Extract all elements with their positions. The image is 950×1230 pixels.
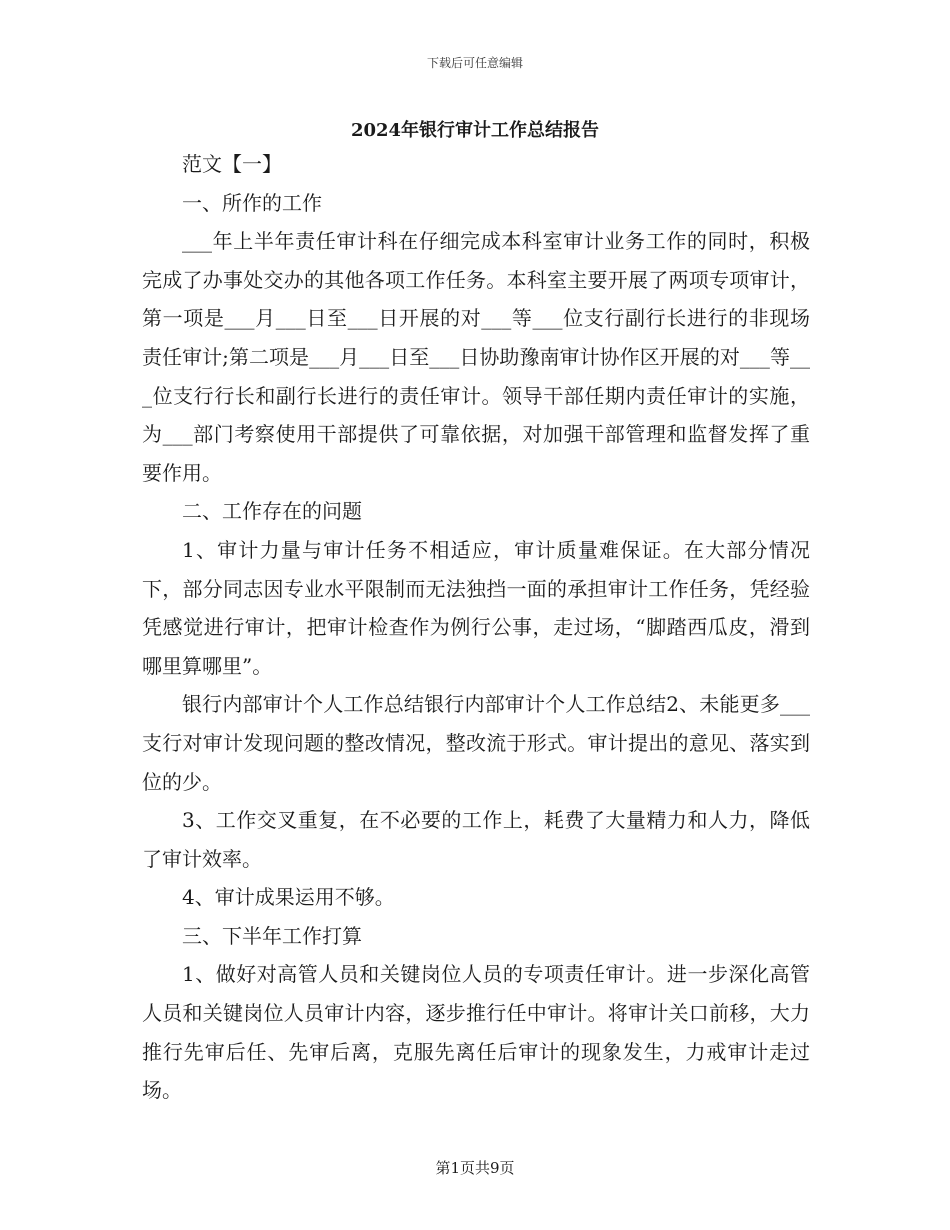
paragraph-section-3-heading: 三、下半年工作打算 [182,923,362,948]
paragraph-plan-1: 1、做好对高管人员和关键岗位人员的专项责任审计。进一步深化高管人员和关键岗位人员审计内容，逐步推行任中审计。将审计关口前移，大力推行先审后任、先审后离，克服先离任后审计的现象发生，力戒审计走过场。 [142,962,810,1103]
document-body [142,145,810,1110]
page-header: 下载后可任意编辑 [426,56,523,70]
paragraph-work-done: ___年上半年责任审计科在仔细完成本科室审计业务工作的同时，积极完成了办事处交办的其他各项工作任务。本科室主要开展了两项专项审计，第一项是___月___日至___日开展的对___等___位支行副行长进行的非现场责任审计;第二项是___月___日至___日协助豫南审计协作区开展的对___等___位支行行长和副行长进行的责任审计。领导干部任期内责任审计的实施，为___部门考察使用干部提供了可靠依据，对加强干部管理和监督发挥了重要作用。 [142,229,810,485]
paragraph-sample-heading: 范文【一】 [182,152,282,176]
paragraph-section-1-heading: 一、所作的工作 [182,190,322,215]
paragraph-problem-3: 3、工作交叉重复，在不必要的工作上，耗费了大量精力和人力，降低了审计效率。 [142,808,810,871]
paragraph-problem-2: 银行内部审计个人工作总结银行内部审计个人工作总结2、未能更多___支行对审计发现问题的整改情况，整改流于形式。审计提出的意见、落实到位的少。 [142,692,810,794]
page-footer: 第1页共9页 [435,1159,515,1177]
document-title: 2024年银行审计工作总结报告 [350,120,600,141]
paragraph-problem-4: 4、审计成果运用不够。 [182,885,395,910]
paragraph-problem-1: 1、审计力量与审计任务不相适应，审计质量难保证。在大部分情况下，部分同志因专业水平限制而无法独挡一面的承担审计工作任务，凭经验凭感觉进行审计，把审计检查作为例行公事，走过场，“脚踏西瓜皮，滑到哪里算哪里”。 [142,537,810,678]
paragraph-section-2-heading: 二、工作存在的问题 [182,499,362,524]
